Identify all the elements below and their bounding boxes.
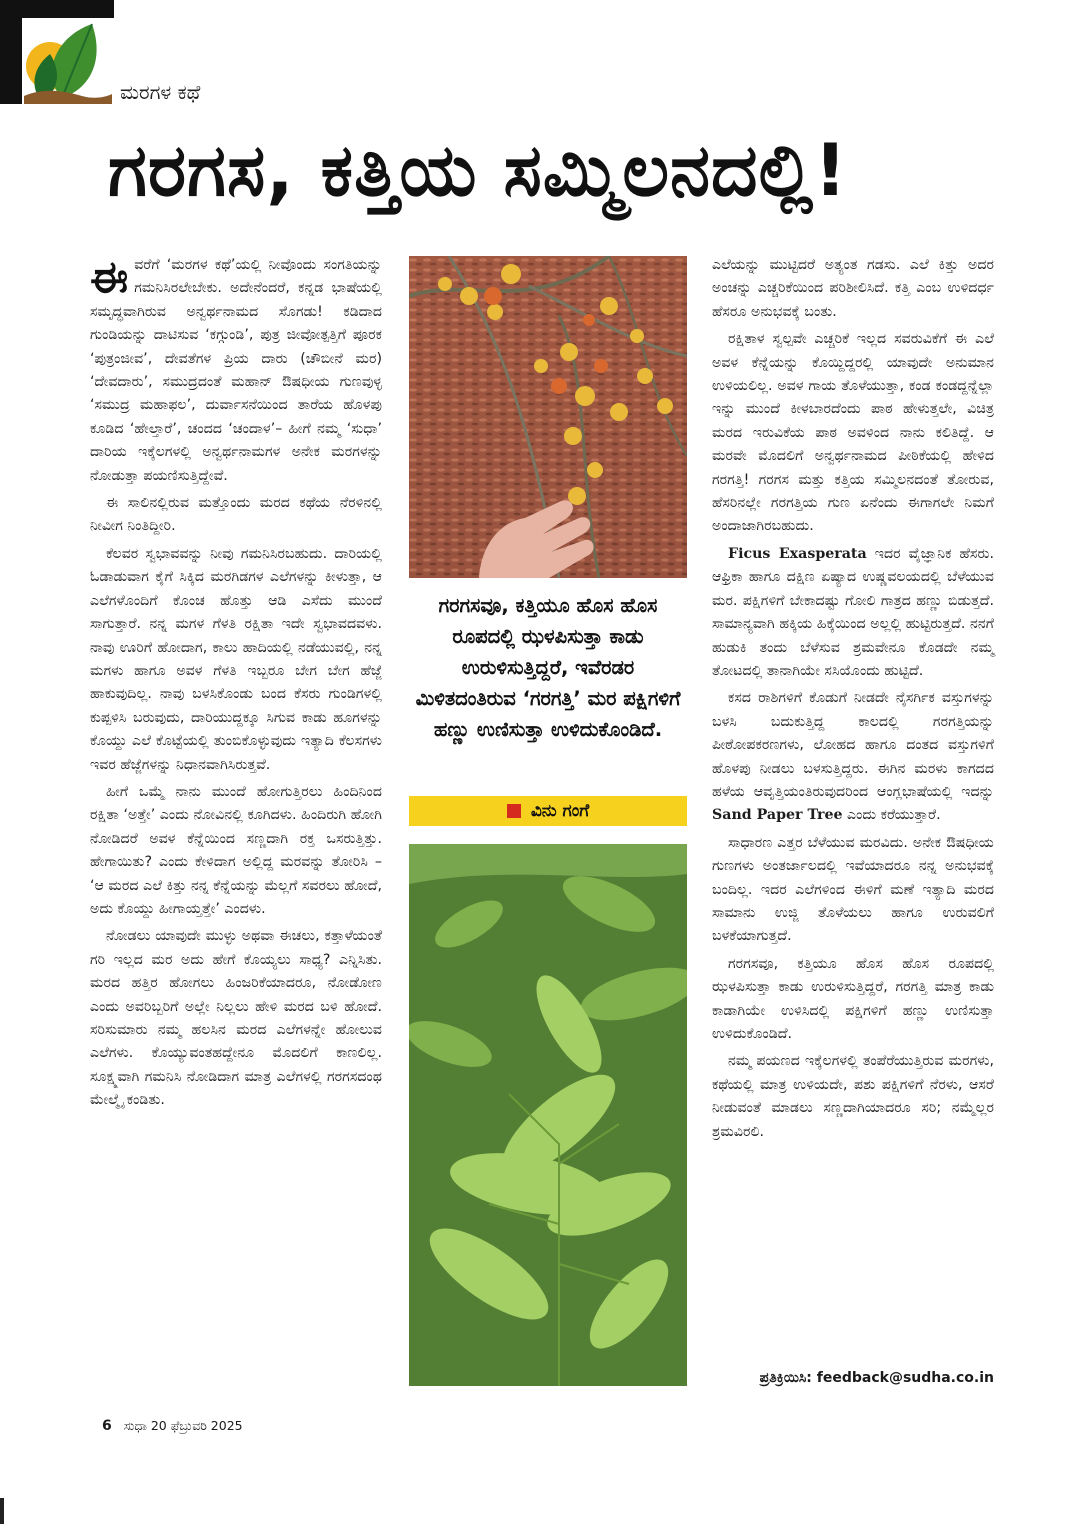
paragraph-scientific-name [712,543,994,683]
pull-quote: ಗರಗಸವೂ, ಕತ್ತಿಯೂ ಹೊಸ ಹೊಸ ರೂಪದಲ್ಲಿ ಝಳಪಿಸುತ್ತಾ ಕಾಡು ಉರುಳಿಸುತ್ತಿದ್ದರೆ, ಇವೆರಡರ ಮಿಳಿತದಂತಿರುವ ‘ಗರಗತ್ತಿ’ ಮರ ಪಕ್ಷಿಗಳಿಗೆ ಹಣ್ಣು ಉಣಿಸುತ್ತಾ ಉಳಿದುಕೊಂಡಿದೆ. [415,594,681,741]
feedback-email: ಪ್ರತಿಕ್ರಿಯಿಸಿ: feedback@sudha.co.in [759,1370,994,1386]
logo-frame [0,0,114,104]
paragraph: ಸಾಧಾರಣ ಎತ್ತರ ಬೆಳೆಯುವ ಮರವಿದು. ಅನೇಕ ಔಷಧೀಯ ಗುಣಗಳು ಅಂತರ್ಜಾಲದಲ್ಲಿ ಇವೆಯಾದರೂ ನನ್ನ ಅನುಭವಕ್ಕೆ ಬಂದಿಲ್ಲ. ಇದರ ಎಲೆಗಳಿಂದ ಈಳಿಗೆ ಮಣೆ ಇತ್ಯಾದಿ ಮರದ ಸಾಮಾನು ಉಜ್ಜಿ ತೊಳೆಯಲು ಹಾಗೂ ಉರುವಲಿಗೆ ಬಳಕೆಯಾಗುತ್ತದೆ. [712,834,994,945]
paragraph: ರಕ್ಷಿತಾಳ ಸ್ವಲ್ಪವೇ ಎಚ್ಚರಿಕೆ ಇಲ್ಲದ ಸವರುವಿಕೆಗೆ ಈ ಎಲೆ ಅವಳ ಕೆನ್ನೆಯನ್ನು ಕೊಯ್ದಿದ್ದರಲ್ಲಿ ಯಾವುದೇ ಅನುಮಾನ ಉಳಿಯಲಿಲ್ಲ. ಅವಳ ಗಾಯ ತೊಳೆಯುತ್ತಾ, ಕಂಡ ಕಂಡದ್ದನ್ನೆಲ್ಲಾ ಇನ್ನು ಮುಂದೆ ಕೀಳಬಾರದೆಂದು ಪಾಠ ಹೇಳುತ್ತಲೇ, ವಿಚಿತ್ರ ಮರದ ಇರುವಿಕೆಯ ಪಾಠ ಅವಳಿಂದ ನಾನು ಕಲಿತಿದ್ದೆ. ಆ ಮರವೇ ಮೊದಲಿಗೆ ಅನ್ವರ್ಥನಾಮದ ಪೀಠಿಕೆಯಲ್ಲಿ ಹೇಳಿದ ಗರಗತ್ತಿ! ಗರಗಸ ಮತ್ತು ಕತ್ತಿಯ ಸಮ್ಮಿಲನದಂತೆ ತೋರುವ, ಹೆಸರಿನಲ್ಲೇ ಗರಗತ್ತಿಯ ಗುಣ ಏನೆಂದು ಈಗಾಗಲೇ ನಿಮಗೆ ಅಂದಾಜಾಗಿರಬಹುದು. [712,331,994,535]
article-headline: ಗರಗಸ, ಕತ್ತಿಯ ಸಮ್ಮಿಲನದಲ್ಲಿ! [108,128,848,212]
paragraph-text: ಇದರ ವೈಜ್ಞಾನಿಕ ಹೆಸರು. ಆಫ್ರಿಕಾ ಹಾಗೂ ದಕ್ಷಿಣ ಏಷ್ಯಾದ ಉಷ್ಣವಲಯದಲ್ಲಿ ಬೆಳೆಯುವ ಮರ. ಪಕ್ಷಿಗಳಿಗೆ ಬೇಕಾದಷ್ಟು ಗೋಲಿ ಗಾತ್ರದ ಹಣ್ಣು ಬಿಡುತ್ತದೆ. ಸಾಮಾನ್ಯವಾಗಿ ಹಕ್ಕಿಯ ಹಿಕ್ಕೆಯಿಂದ ಅಲ್ಲಲ್ಲಿ ಹುಟ್ಟಿರುತ್ತದೆ. ನನಗೆ ಹುಡುಕಿ ತಂದು ಬೆಳೆಸುವ ಶ್ರಮವೇನೂ ಕೊಡದೇ ನಮ್ಮ ತೋಟದಲ್ಲಿ ತಾನಾಗಿಯೇ ಸಸಿಯೊಂದು ಹುಟ್ಟಿದೆ. [712,545,994,679]
paragraph: ಹೀಗೆ ಒಮ್ಮೆ ನಾನು ಮುಂದೆ ಹೋಗುತ್ತಿರಲು ಹಿಂದಿನಿಂದ ರಕ್ಷಿತಾ ‘ಅತ್ತೇ’ ಎಂದು ನೋವಿನಲ್ಲಿ ಕೂಗಿದಳು. ಹಿಂದಿರುಗಿ ಹೋಗಿ ನೋಡಿದರೆ ಅವಳ ಕೆನ್ನೆಯಿಂದ ಸಣ್ಣದಾಗಿ ರಕ್ತ ಒಸರುತ್ತಿತ್ತು. ಹೇಗಾಯಿತು? ಎಂದು ಕೇಳಿದಾಗ ಅಲ್ಲಿದ್ದ ಮರವನ್ನು ತೋರಿಸಿ – ‘ಆ ಮರದ ಎಲೆ ಕಿತ್ತು ನನ್ನ ಕೆನ್ನೆಯನ್ನು ಮೆಲ್ಲಗೆ ಸವರಲು ಹೋದೆ, ಅದು ಕೊಯ್ದು ಹೀಗಾಯ್ತತ್ತೇ’ ಎಂದಳು. [90,783,382,917]
logo-panel [22,18,114,104]
paragraph: ಗರಗಸವೂ, ಕತ್ತಿಯೂ ಹೊಸ ಹೊಸ ರೂಪದಲ್ಲಿ ಝಳಪಿಸುತ್ತಾ ಕಾಡು ಉರುಳಿಸುತ್ತಿದ್ದರೆ, ಗರಗತ್ತಿ ಮಾತ್ರ ಕಾಡು ಕಾಡಾಗಿಯೇ ಉಳಿಸಿದಲ್ಲಿ ಪಕ್ಷಿಗಳಿಗೆ ಹಣ್ಣು ಉಣಿಸುತ್ತಾ ಉಳಿದುಕೊಂಡಿದೆ. [712,955,994,1042]
section-label: ಮರಗಳ ಕಥೆ [120,80,201,104]
english-name: Sand Paper Tree [712,807,843,824]
paragraph: ನೋಡಲು ಯಾವುದೇ ಮುಳ್ಳು ಅಥವಾ ಈಚಲು, ಕತ್ತಾಳೆಯಂತೆ ಗರಿ ಇಲ್ಲದ ಮರ ಅದು ಹೇಗೆ ಕೊಯ್ಯಲು ಸಾಧ್ಯ? ಎನ್ನಿಸಿತು. ಮರದ ಹತ್ತಿರ ಹೋಗಲು ಹಿಂಜರಿಕೆಯಾದರೂ, ನೋಡೋಣ ಎಂದು ಅವರಿಬ್ಬರಿಗೆ ಅಲ್ಲೇ ನಿಲ್ಲಲು ಹೇಳಿ ಮರದ ಬಳಿ ಹೋದೆ. ಸರಿಸುಮಾರು ನಮ್ಮ ಹಲಸಿನ ಮರದ ಎಲೆಗಳನ್ನೇ ಹೋಲುವ ಎಲೆಗಳು. ಕೊಯ್ಯುವಂತಹದ್ದೇನೂ ಮೊದಲಿಗೆ ಕಾಣಲಿಲ್ಲ. ಸೂಕ್ಷ್ಮವಾಗಿ ಗಮನಿಸಿ ನೋಡಿದಾಗ ಮಾತ್ರ ಎಲೆಗಳಲ್ಲಿ ಗರಗಸದಂಥ ಮೇಲ್ಮೈ ಕಂಡಿತು. [90,928,382,1109]
paragraph-english-name [712,687,994,827]
drop-cap: ಈ [90,252,129,303]
paragraph-intro [90,254,382,488]
scientific-name: Ficus Exasperata [728,545,867,562]
paragraph: ಈ ಸಾಲಿನಲ್ಲಿರುವ ಮತ್ತೊಂದು ಮರದ ಕಥೆಯ ನೆರಳಿನಲ್ಲಿ ನೀವೀಗ ನಿಂತಿದ್ದೀರಿ. [90,495,382,535]
column-left [90,254,382,1117]
paragraph-text: ಎಂದು ಕರೆಯುತ್ತಾರೆ. [842,807,941,824]
paragraph-intro-text: ವರೆಗೆ ‘ಮರಗಳ ಕಥೆ’ಯಲ್ಲಿ ನೀವೊಂದು ಸಂಗತಿಯನ್ನು ಗಮನಿಸಿರಲೇಬೇಕು. ಅದೇನೆಂದರೆ, ಕನ್ನಡ ಭಾಷೆಯಲ್ಲಿ ಸಮೃದ್ಧವಾಗಿರುವ ಅನ್ವರ್ಥನಾಮದ ಸೊಗಡು! ಕಡಿದಾದ ಗುಂಡಿಯನ್ನು ದಾಟಿಸುವ ‘ಕಗ್ಗುಂಡಿ’, ಪುತ್ರ ಜೀವೋತ್ಪತ್ತಿಗೆ ಪೂರಕ ‘ಪುತ್ರಂಜೀವ’, ದೇವತೆಗಳ ಪ್ರಿಯ ದಾರು (ಚೌಬೀನೆ ಮರ) ‘ದೇವದಾರು’, ಸಮುದ್ರದಂತೆ ಮಹಾನ್ ಔಷಧೀಯ ಗುಣವುಳ್ಳ ‘ಸಮುದ್ರ ಮಹಾಫಲ’, ದುರ್ವಾಸನೆಯಿಂದ ತಾರೆಯ ಹೊಳಪು ಕೂಡಿದ ‘ಹೇಲ್ತಾರೆ’, ಚಂದದ ‘ಚಂದಾಳ’– ಹೀಗೆ ನಮ್ಮ ‘ಸುಧಾ’ ದಾರಿಯ ಇಕ್ಕೆಲಗಳಲ್ಲಿ ಅನ್ವರ್ಥನಾಮಗಳ ಅನೇಕ ಮರಗಳನ್ನು ನೋಡುತ್ತಾ ಪಯಣಿಸುತ್ತಿದ್ದೇವೆ. [90,257,382,484]
page-footer [102,1418,243,1434]
paragraph: ಎಲೆಯನ್ನು ಮುಟ್ಟಿದರೆ ಅತ್ಯಂತ ಗಡಸು. ಎಲೆ ಕಿತ್ತು ಅದರ ಅಂಚನ್ನು ಎಚ್ಚರಿಕೆಯಿಂದ ಪರಿಶೀಲಿಸಿದೆ. ಕತ್ತಿ ಎಂಬ ಉಳಿದರ್ಧ ಹೆಸರೂ ಅನುಭವಕ್ಕೆ ಬಂತು. [712,257,994,320]
paragraph: ನಮ್ಮ ಪಯಣದ ಇಕ್ಕೆಲಗಳಲ್ಲಿ ತಂಪೆರೆಯುತ್ತಿರುವ ಮರಗಳು, ಕಥೆಯಲ್ಲಿ ಮಾತ್ರ ಉಳಿಯದೇ, ಪಶು ಪಕ್ಷಿಗಳಿಗೆ ನೆರಳು, ಆಸರೆ ನೀಡುವಂತೆ ಮಾಡಲು ಸಣ್ಣದಾಗಿಯಾದರೂ ಸರಿ; ನಮ್ಮೆಲ್ಲರ ಶ್ರಮವಿರಲಿ. [712,1053,994,1140]
crop-mark [0,1498,4,1524]
paragraph-text: ಕಸದ ರಾಶಿಗಳಿಗೆ ಕೊಡುಗೆ ನೀಡದೇ ನೈಸರ್ಗಿಕ ವಸ್ತುಗಳನ್ನು ಬಳಸಿ ಬದುಕುತ್ತಿದ್ದ ಕಾಲದಲ್ಲಿ ಗರಗತ್ತಿಯನ್ನು ಪೀಠೋಪಕರಣಗಳು, ಲೋಹದ ಹಾಗೂ ದಂತದ ವಸ್ತುಗಳಿಗೆ ಹೊಳಪು ನೀಡಲು ಬಳಸುತ್ತಿದ್ದರು. ಈಗಿನ ಮರಳು ಕಾಗದದ ಹಳೆಯ ಆವೃತ್ತಿಯಂತಿರುವುದರಿಂದ ಆಂಗ್ಲಭಾಷೆಯಲ್ಲಿ ಇದನ್ನು [712,690,994,800]
author-name: ವಿನು ಗಂಗೆ [530,801,590,821]
byline-bar [409,796,687,826]
column-right [712,254,994,1148]
leaf-logo-icon [22,18,114,104]
page-number: 6 [102,1418,112,1434]
paragraph: ಕೆಲವರ ಸ್ವಭಾವವನ್ನು ನೀವು ಗಮನಿಸಿರಬಹುದು. ದಾರಿಯಲ್ಲಿ ಓಡಾಡುವಾಗ ಕೈಗೆ ಸಿಕ್ಕಿದ ಮರಗಿಡಗಳ ಎಲೆಗಳನ್ನು ಕೀಳುತ್ತಾ, ಆ ಎಲೆಗಳೊಂದಿಗೆ ಕೊಂಚ ಹೊತ್ತು ಆಡಿ ಎಸೆದು ಮುಂದೆ ಸಾಗುತ್ತಾರೆ. ನನ್ನ ಮಗಳ ಗೆಳತಿ ರಕ್ಷಿತಾ ಇದೇ ಸ್ವಭಾವದವಳು. ನಾವು ಊರಿಗೆ ಹೋದಾಗ, ಕಾಲು ಹಾದಿಯಲ್ಲಿ ನಡೆಯುವಲ್ಲಿ, ನನ್ನ ಮಗಳು ಹಾಗೂ ಅವಳ ಗೆಳತಿ ಇಬ್ಬರೂ ಬೇಗ ಬೇಗ ಹೆಜ್ಜೆ ಹಾಕುವುದಿಲ್ಲ. ನಾವು ಬಳಸಿಕೊಂಡು ಬಂದ ಕೆಸರು ಗುಂಡಿಗಳಲ್ಲಿ ಕುಪ್ಪಳಿಸಿ ಬರುವುದು, ದಾರಿಯುದ್ದಕ್ಕೂ ಸಿಗುವ ಕಾಡು ಹೂಗಳನ್ನು ಕೊಯ್ದು ಎಲೆ ಕೊಟ್ಟೆಯಲ್ಲಿ ತುಂಬಿಕೊಳ್ಳುವುದು ಇತ್ಯಾದಿ ಕೆಲಸಗಳು ಇವರ ಹೆಜ್ಜೆಗಳನ್ನು ನಿಧಾನವಾಗಿಸಿರುತ್ತವೆ. [90,545,382,773]
issue-info: ಸುಧಾ 20 ಫೆಬ್ರುವರಿ 2025 [123,1418,243,1433]
photo-leaves [409,844,687,1386]
red-square-icon [507,804,521,818]
photo-fruits [409,256,687,578]
